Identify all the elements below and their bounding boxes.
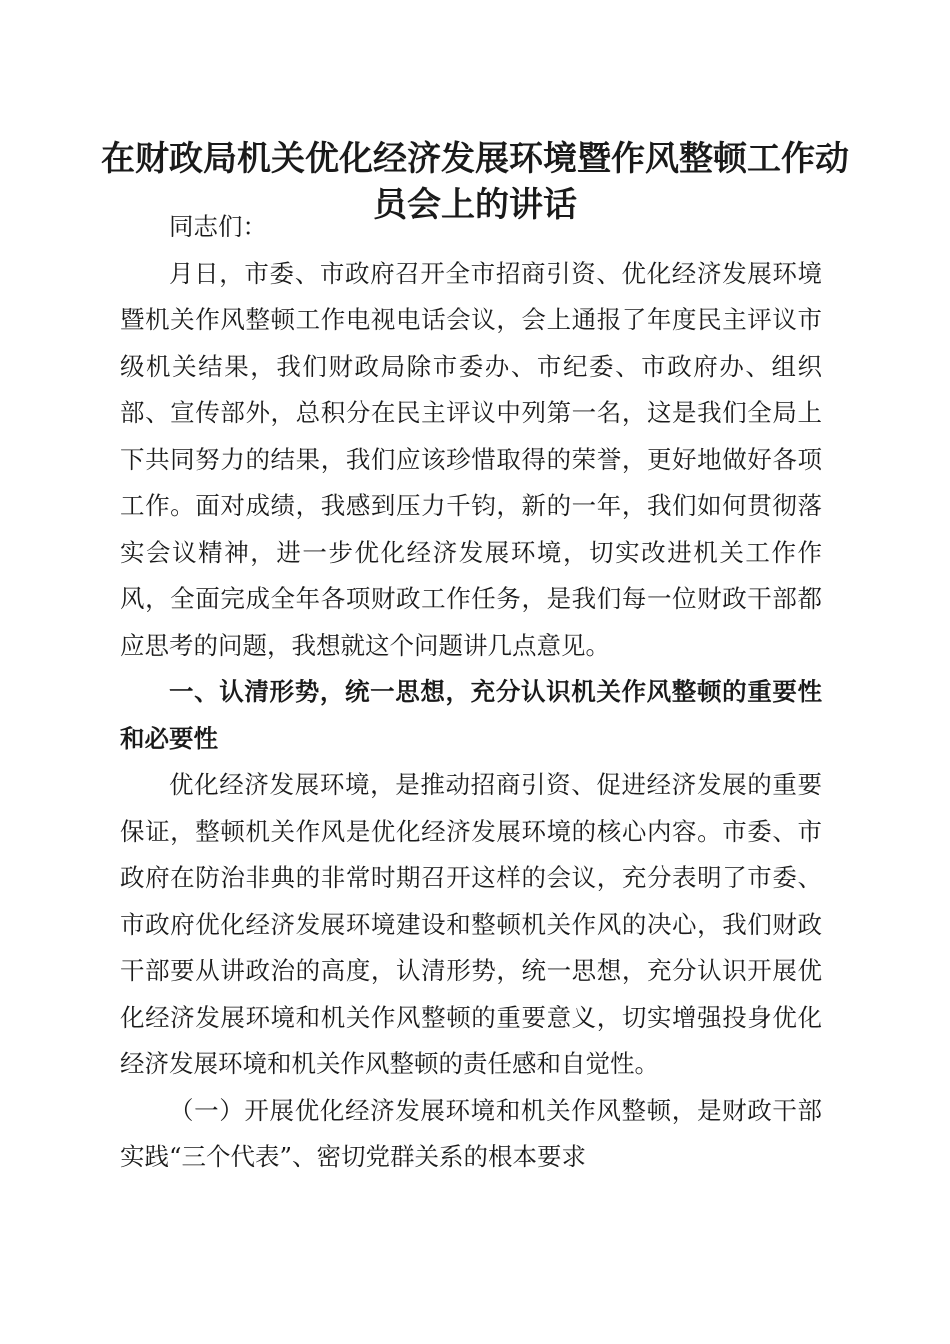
- document-title: 在财政局机关优化经济发展环境暨作风整顿工作动员会上的讲话: [101, 139, 849, 225]
- section-heading: 一、认清形势，统一思想，充分认识机关作风整顿的重要性和必要性: [120, 677, 822, 753]
- paragraph: 优化经济发展环境，是推动招商引资、促进经济发展的重要保证，整顿机关作风是优化经济发展环境的核心内容。市委、市政府在防治非典的非常时期召开这样的会议，充分表明了市委、市政府优化经济发展环境建设和整顿机关作风的决心，我们财政干部要从讲政治的高度，认清形势，统一思想，充分认识开展优化经济发展环境和机关作风整顿的重要意义，切实增强投身优化经济发展环境和机关作风整顿的责任感和自觉性。: [120, 770, 822, 1078]
- paragraph: 月日，市委、市政府召开全市招商引资、优化经济发展环境暨机关作风整顿工作电视电话会议，会上通报了年度民主评议市级机关结果，我们财政局除市委办、市纪委、市政府办、组织部、宣传部外，总积分在民主评议中列第一名，这是我们全局上下共同努力的结果，我们应该珍惜取得的荣誉，更好地做好各项工作。面对成绩，我感到压力千钧，新的一年，我们如何贯彻落实会议精神，进一步优化经济发展环境，切实改进机关工作作风，全面完成全年各项财政工作任务，是我们每一位财政干部都应思考的问题，我想就这个问题讲几点意见。: [120, 258, 822, 660]
- subsection-heading: （一）开展优化经济发展环境和机关作风整顿，是财政干部实践“三个代表”、密切党群关系的根本要求: [120, 1095, 822, 1171]
- salutation: 同志们：: [169, 212, 267, 241]
- document-body: [120, 204, 822, 1181]
